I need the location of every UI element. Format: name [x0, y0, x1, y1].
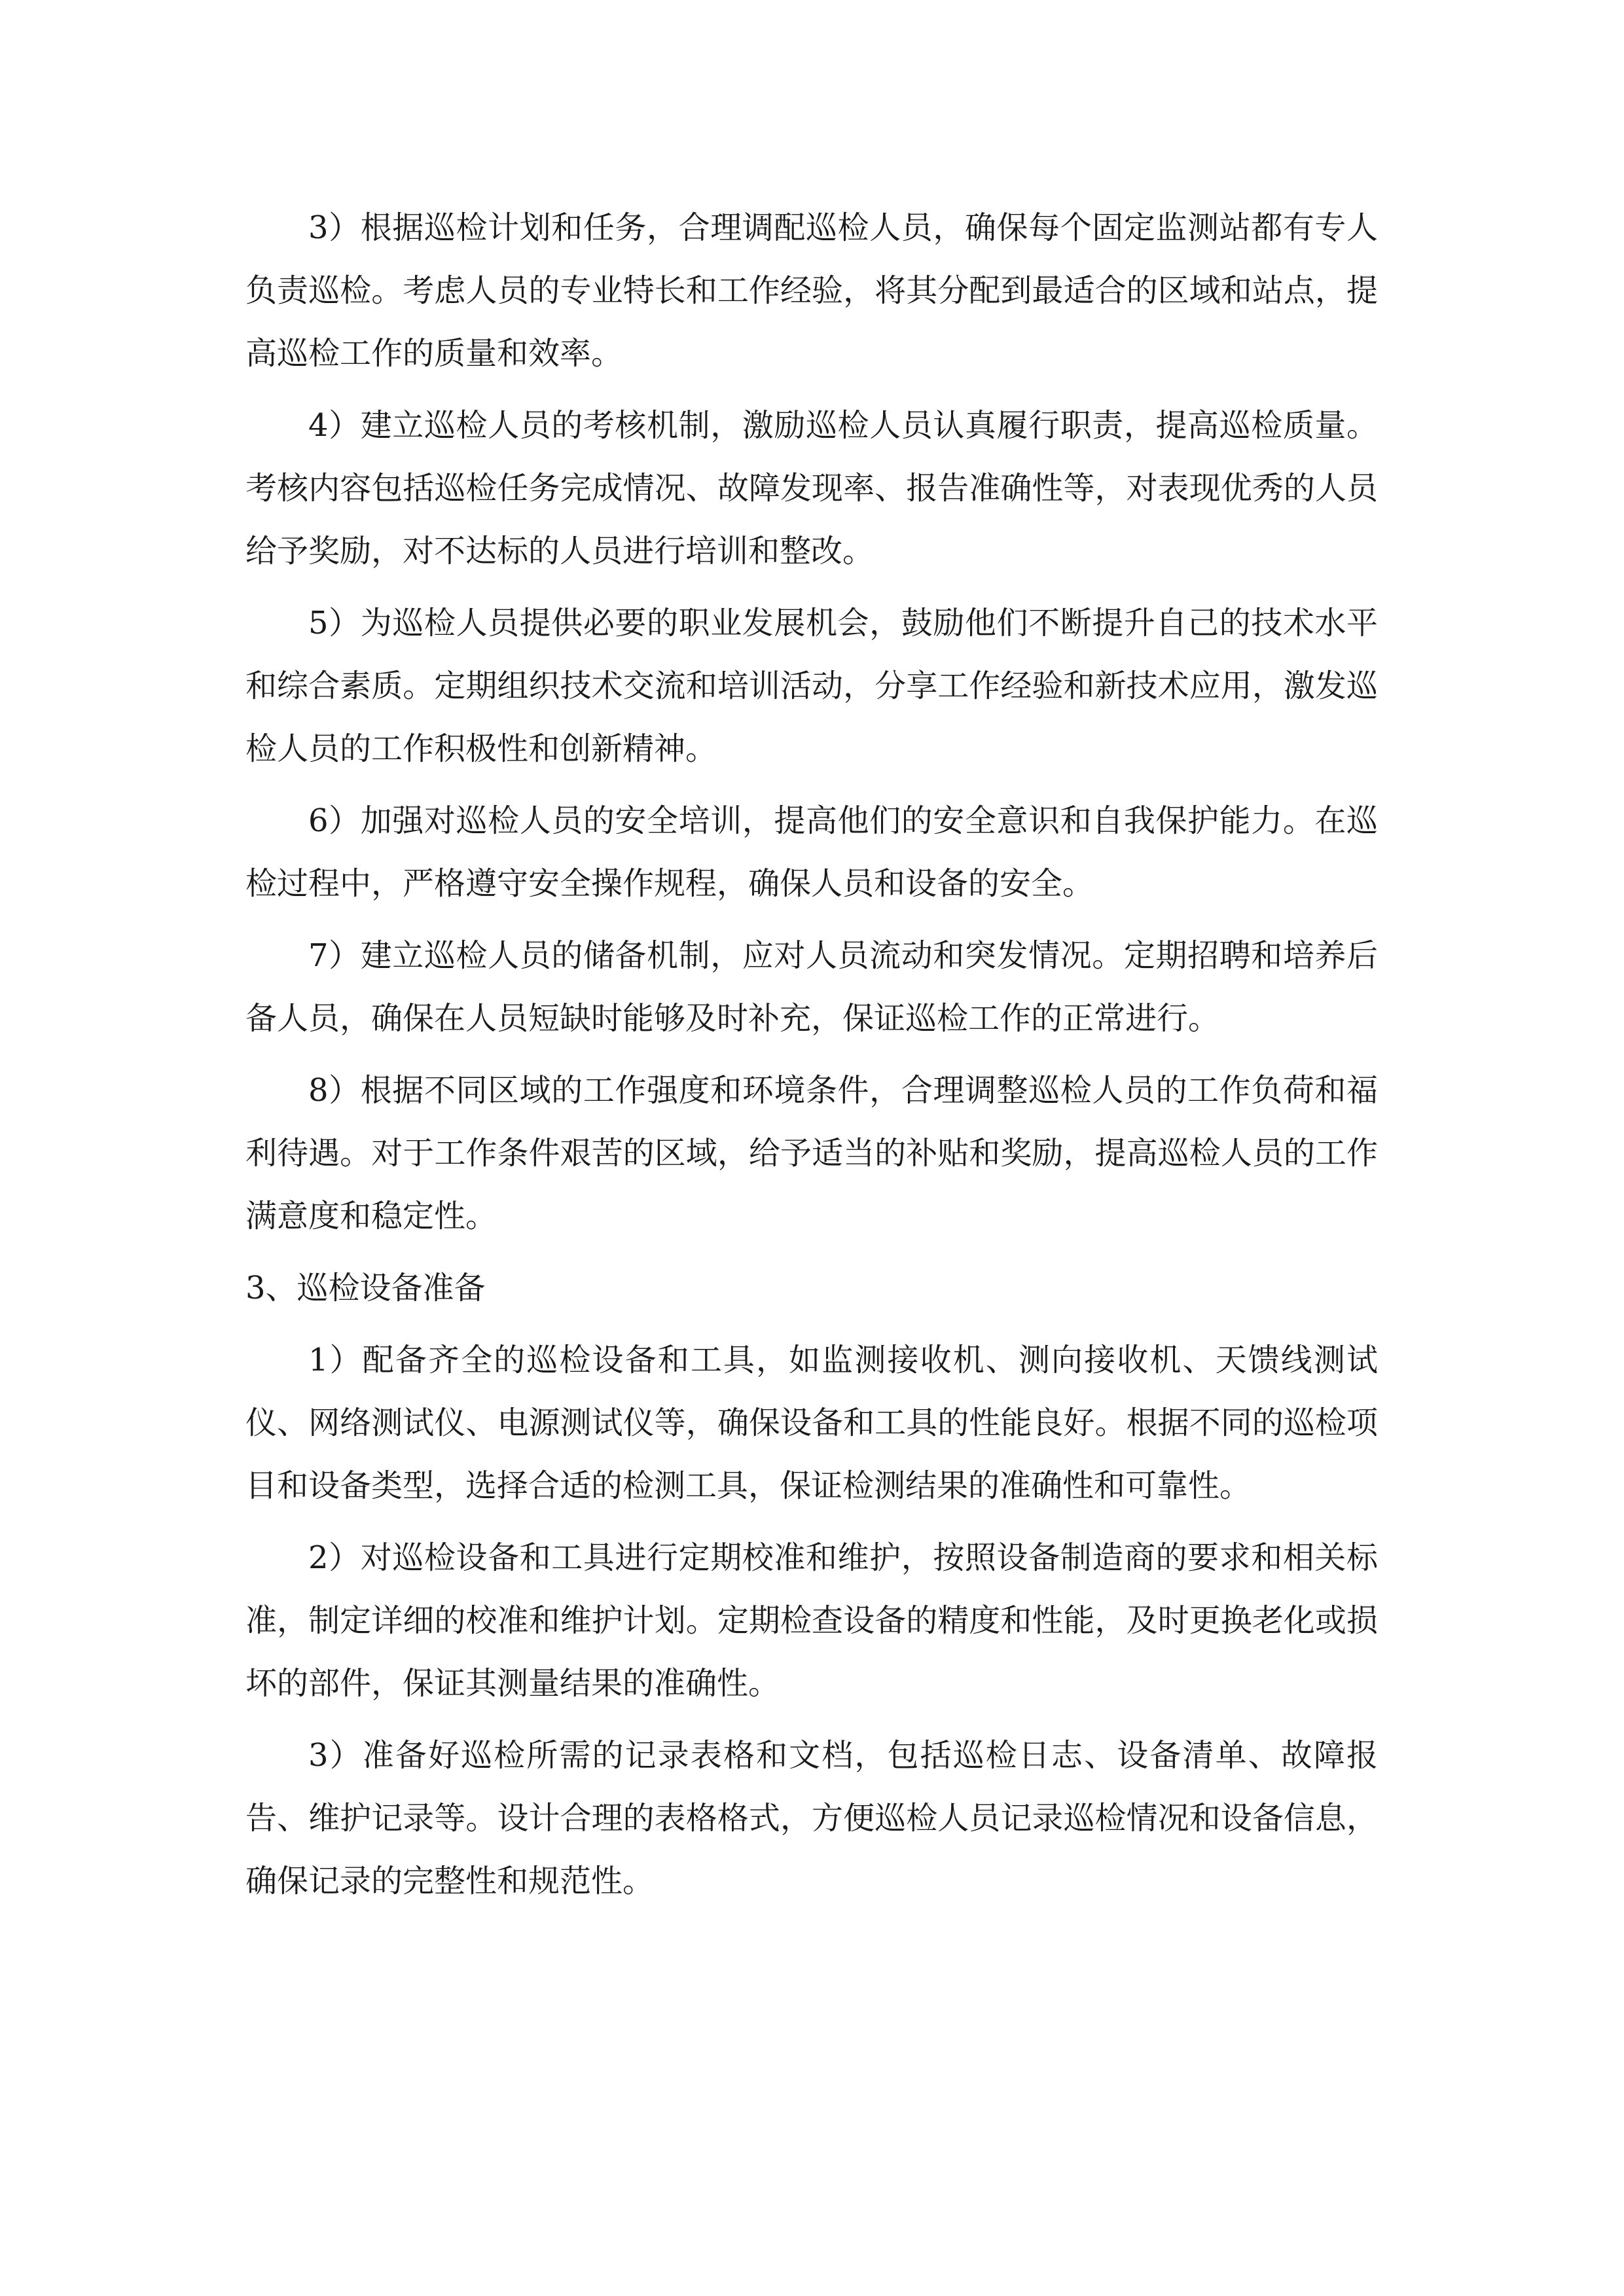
paragraph-item-4: 4）建立巡检人员的考核机制，激励巡检人员认真履行职责，提高巡检质量。考核内容包括巡检任务完成情况、故障发现率、报告准确性等，对表现优秀的人员给予奖励，对不达标的人员进行培训和整改。: [245, 407, 1378, 569]
section-heading: 3、巡检设备准备: [245, 1270, 486, 1306]
paragraph-item-6: 6）加强对巡检人员的安全培训，提高他们的安全意识和自我保护能力。在巡检过程中，严格遵守安全操作规程，确保人员和设备的安全。: [245, 802, 1378, 902]
paragraph-item-5: 5）为巡检人员提供必要的职业发展机会，鼓励他们不断提升自己的技术水平和综合素质。定期组织技术交流和培训活动，分享工作经验和新技术应用，激发巡检人员的工作积极性和创新精神。: [245, 605, 1378, 767]
equipment-paragraph-2: 2）对巡检设备和工具进行定期校准和维护，按照设备制造商的要求和相关标准，制定详细的校准和维护计划。定期检查设备的精度和性能，及时更换老化或损坏的部件，保证其测量结果的准确性。: [245, 1539, 1378, 1702]
equipment-paragraph-3: 3）准备好巡检所需的记录表格和文档，包括巡检日志、设备清单、故障报告、维护记录等。设计合理的表格格式，方便巡检人员记录巡检情况和设备信息，确保记录的完整性和规范性。: [245, 1737, 1378, 1899]
paragraph-item-3: 3）根据巡检计划和任务，合理调配巡检人员，确保每个固定监测站都有专人负责巡检。考虑人员的专业特长和工作经验，将其分配到最适合的区域和站点，提高巡检工作的质量和效率。: [245, 209, 1378, 372]
equipment-paragraph-1: 1）配备齐全的巡检设备和工具，如监测接收机、测向接收机、天馈线测试仪、网络测试仪、电源测试仪等，确保设备和工具的性能良好。根据不同的巡检项目和设备类型，选择合适的检测工具，保证检测结果的准确性和可靠性。: [245, 1342, 1378, 1504]
document-body: [245, 196, 1378, 1922]
paragraph-item-8: 8）根据不同区域的工作强度和环境条件，合理调整巡检人员的工作负荷和福利待遇。对于工作条件艰苦的区域，给予适当的补贴和奖励，提高巡检人员的工作满意度和稳定性。: [245, 1072, 1378, 1234]
paragraph-item-7: 7）建立巡检人员的储备机制，应对人员流动和突发情况。定期招聘和培养后备人员，确保在人员短缺时能够及时补充，保证巡检工作的正常进行。: [245, 937, 1378, 1037]
